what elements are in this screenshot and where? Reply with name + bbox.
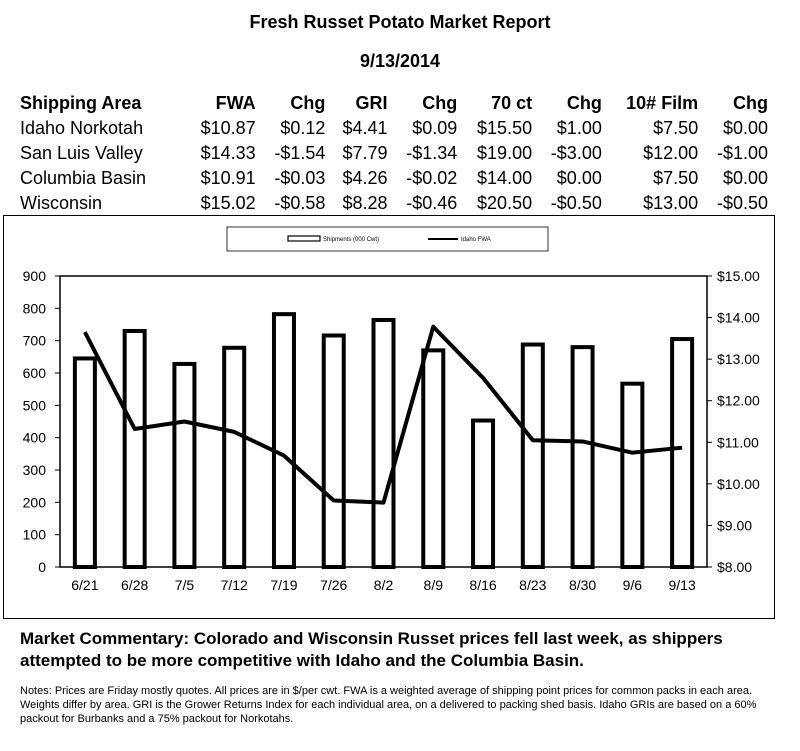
table-cell: $7.50 (653, 168, 699, 188)
table-cell: -$0.46 (406, 193, 458, 213)
table-cell: $19.00 (477, 143, 533, 163)
table-cell: $15.02 (200, 193, 256, 213)
x-axis-tick-label: 6/28 (121, 577, 149, 593)
left-axis-tick-label: 100 (22, 526, 46, 543)
report-date: 9/13/2014 (359, 51, 441, 71)
table-cell: -$0.02 (406, 168, 458, 188)
table-cell: $20.50 (477, 193, 533, 213)
shipment-bar (125, 331, 145, 567)
x-axis-tick-label: 8/30 (568, 577, 597, 593)
left-axis-tick-label: 200 (22, 494, 46, 511)
table-cell: -$0.50 (550, 193, 602, 213)
table-cell: $7.79 (342, 143, 388, 163)
right-axis-tick-label: $12.00 (717, 392, 760, 409)
table-cell: -$0.50 (716, 193, 768, 213)
table-cell: $4.41 (342, 118, 388, 138)
header-shipping-area: Shipping Area (20, 93, 142, 113)
table-cell: Idaho Norkotah (20, 118, 144, 138)
notes: Notes: Prices are Friday mostly quotes. All prices are in $/per cwt. FWA is a weighted average of shipping point prices for common packs in each area. Weights differ by area. GRI is the Grower Returns Index for each individual area, on a delivered to packing shed basis. Idaho GRIs are based on a 60% packout for Burbanks and a 75% packout for Norkotahs. (20, 685, 757, 725)
left-axis-tick-label: 0 (38, 559, 46, 575)
header-10lb-film-chg: Chg (733, 93, 768, 113)
right-axis-tick-label: $13.00 (717, 351, 760, 368)
table-cell: $12.00 (643, 143, 699, 163)
shipment-bar (174, 364, 194, 567)
x-axis-tick-label: 7/26 (320, 577, 348, 593)
table-cell: -$1.54 (274, 143, 326, 163)
table-cell: $1.00 (556, 118, 602, 138)
right-axis-tick-label: $9.00 (717, 517, 753, 534)
shipment-bar (274, 314, 294, 567)
header-fwa: FWA (215, 93, 256, 113)
table-cell: $10.87 (200, 118, 256, 138)
header-fwa-chg: Chg (290, 93, 326, 113)
table-cell: $0.00 (722, 118, 768, 138)
x-axis-tick-label: 7/5 (174, 577, 195, 593)
table-cell: Columbia Basin (20, 168, 147, 188)
table-cell: $0.00 (556, 168, 602, 188)
table-cell: $7.50 (653, 118, 699, 138)
x-axis-tick-label: 6/21 (71, 577, 99, 593)
shipment-bar (473, 421, 493, 567)
table-cell: $4.26 (342, 168, 388, 188)
shipment-bar (374, 320, 394, 567)
shipment-bar (75, 358, 95, 567)
left-axis-tick-label: 600 (22, 365, 46, 381)
legend (227, 227, 548, 251)
header-gri-chg: Chg (422, 93, 458, 113)
shipment-bar (523, 345, 543, 567)
left-axis-tick-label: 400 (22, 429, 46, 446)
table-cell: San Luis Valley (20, 143, 143, 163)
legend-bar-swatch (288, 236, 320, 241)
right-axis-tick-label: $11.00 (717, 434, 759, 451)
report-title: Fresh Russet Potato Market Report (249, 12, 551, 32)
left-axis-tick-label: 900 (22, 268, 46, 284)
left-axis-tick-label: 300 (22, 462, 46, 478)
shipment-bar (622, 384, 642, 567)
table-cell: $10.91 (200, 168, 256, 188)
x-axis-tick-label: 8/23 (519, 577, 547, 593)
table-cell: $13.00 (643, 193, 699, 213)
table-cell: $0.12 (280, 118, 326, 138)
header-gri: GRI (355, 93, 388, 113)
table-cell: -$3.00 (550, 143, 602, 163)
table-cell: -$1.00 (716, 143, 768, 163)
table-cell: $8.28 (342, 193, 388, 213)
shipment-bar (672, 339, 692, 567)
legend-line-label: Idaho FWA (461, 237, 491, 243)
header-70ct: 70 ct (491, 93, 533, 113)
header-70ct-chg: Chg (566, 93, 602, 113)
right-axis-tick-label: $14.00 (717, 309, 760, 326)
table-cell: -$0.03 (274, 168, 326, 188)
left-axis-tick-label: 800 (22, 300, 46, 317)
table-cell: $15.50 (477, 118, 533, 138)
shipment-bar (423, 350, 443, 567)
x-axis-tick-label: 8/16 (469, 577, 497, 593)
table-cell: $0.00 (722, 168, 768, 188)
shipment-bar (573, 347, 593, 567)
table-cell: -$1.34 (406, 143, 458, 163)
shipment-bar (224, 348, 244, 567)
right-axis-tick-label: $15.00 (717, 268, 760, 284)
shipment-bar (324, 335, 344, 567)
right-axis-tick-label: $8.00 (717, 559, 753, 575)
x-axis-tick-label: 9/13 (668, 577, 696, 593)
header-10lb-film: 10# Film (626, 93, 699, 113)
table-cell: $14.00 (477, 168, 533, 188)
table-cell: -$0.58 (274, 193, 326, 213)
x-axis-tick-label: 8/9 (423, 577, 444, 593)
right-axis-tick-label: $10.00 (717, 475, 760, 492)
legend-bar-label: Shipments (000 Cwt) (323, 237, 380, 243)
left-axis-tick-label: 700 (22, 332, 46, 349)
x-axis-tick-label: 8/2 (373, 577, 394, 593)
x-axis-tick-label: 7/19 (270, 577, 298, 593)
table-cell: Wisconsin (20, 193, 103, 213)
market-commentary: Market Commentary: Colorado and Wisconsin Russet prices fell last week, as shippers attempted to be more competitive with Idaho and the Columbia Basin. (20, 629, 723, 670)
table-cell: $0.09 (412, 118, 458, 138)
x-axis-tick-label: 9/6 (622, 577, 643, 593)
left-axis-tick-label: 500 (22, 397, 46, 414)
x-axis-tick-label: 7/12 (220, 577, 248, 593)
table-cell: $14.33 (200, 143, 256, 163)
